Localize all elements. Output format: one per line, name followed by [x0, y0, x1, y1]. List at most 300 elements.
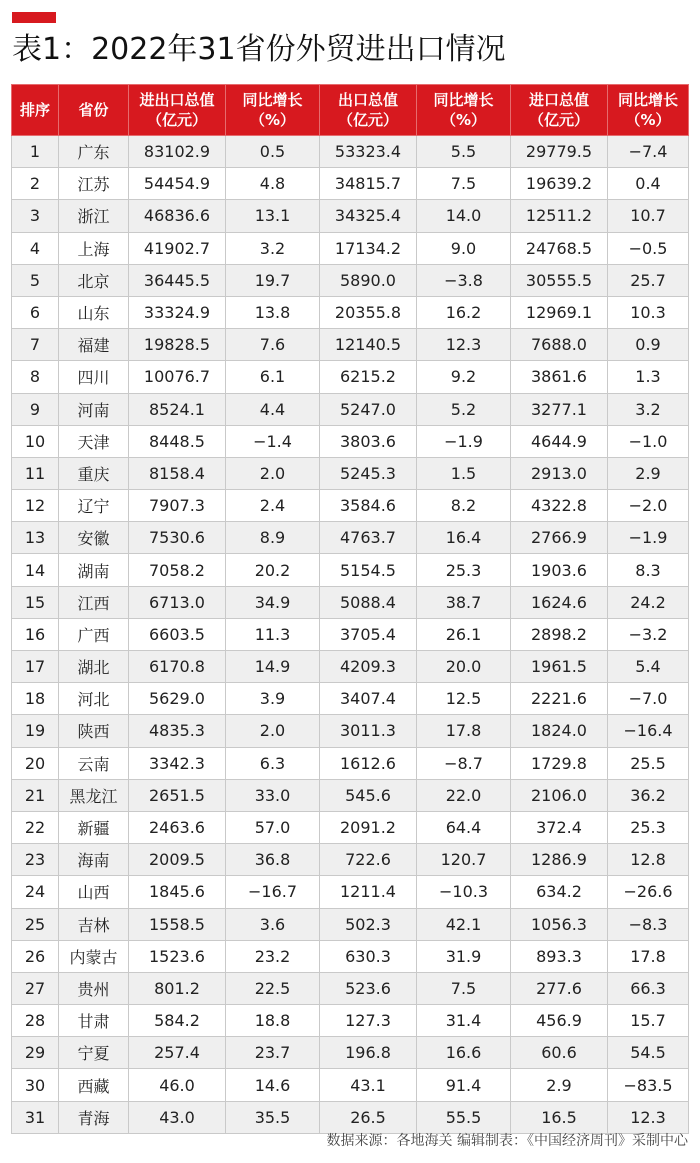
- column-header-line: （亿元）: [146, 111, 207, 129]
- column-header-line: 同比增长: [242, 91, 303, 109]
- table-cell: 17: [12, 651, 59, 683]
- table-cell: 河北: [59, 683, 129, 715]
- table-cell: 3277.1: [511, 393, 608, 425]
- table-row: [12, 490, 689, 522]
- table-cell: 2766.9: [511, 522, 608, 554]
- table-cell: 20.2: [226, 554, 320, 586]
- table-cell: 25: [12, 908, 59, 940]
- table-cell: 22.5: [226, 972, 320, 1004]
- table-cell: 38.7: [417, 586, 511, 618]
- table-cell: 12.8: [608, 844, 689, 876]
- table-cell: 36445.5: [129, 264, 226, 296]
- table-cell: 502.3: [320, 908, 417, 940]
- table-cell: 2.9: [608, 457, 689, 489]
- table-cell: 7907.3: [129, 490, 226, 522]
- table-cell: 上海: [59, 232, 129, 264]
- table-cell: −1.9: [608, 522, 689, 554]
- table-cell: 6: [12, 296, 59, 328]
- table-cell: 17.8: [608, 940, 689, 972]
- table-cell: 22.0: [417, 779, 511, 811]
- table-cell: 3: [12, 200, 59, 232]
- table-cell: 河南: [59, 393, 129, 425]
- table-cell: 22: [12, 811, 59, 843]
- column-header-line: 进出口总值: [139, 91, 215, 109]
- table-cell: 630.3: [320, 940, 417, 972]
- table-cell: 16.4: [417, 522, 511, 554]
- table-cell: 43.0: [129, 1101, 226, 1133]
- table-cell: 54454.9: [129, 168, 226, 200]
- column-header: [608, 85, 689, 136]
- table-cell: 2.4: [226, 490, 320, 522]
- table-cell: 31.9: [417, 940, 511, 972]
- table-cell: 5.2: [417, 393, 511, 425]
- table-row: [12, 136, 689, 168]
- table-body: [12, 136, 689, 1134]
- table-cell: −8.3: [608, 908, 689, 940]
- table-cell: 66.3: [608, 972, 689, 1004]
- table-row: [12, 425, 689, 457]
- table-cell: 31: [12, 1101, 59, 1133]
- table-row: [12, 329, 689, 361]
- table-cell: 山西: [59, 876, 129, 908]
- table-cell: 35.5: [226, 1101, 320, 1133]
- table-cell: 12.3: [608, 1101, 689, 1133]
- table-row: [12, 457, 689, 489]
- table-cell: 372.4: [511, 811, 608, 843]
- table-cell: 3.2: [608, 393, 689, 425]
- table-cell: 5154.5: [320, 554, 417, 586]
- table-row: [12, 683, 689, 715]
- table-cell: 陕西: [59, 715, 129, 747]
- table-row: [12, 844, 689, 876]
- table-cell: 19.7: [226, 264, 320, 296]
- table-cell: 12140.5: [320, 329, 417, 361]
- table-cell: 3407.4: [320, 683, 417, 715]
- table-cell: 33.0: [226, 779, 320, 811]
- table-cell: 1824.0: [511, 715, 608, 747]
- table-row: [12, 554, 689, 586]
- table-cell: 23: [12, 844, 59, 876]
- table-cell: 4.8: [226, 168, 320, 200]
- table-cell: −2.0: [608, 490, 689, 522]
- table-cell: 3861.6: [511, 361, 608, 393]
- table-cell: 1961.5: [511, 651, 608, 683]
- table-cell: 7.5: [417, 168, 511, 200]
- table-cell: 34.9: [226, 586, 320, 618]
- table-cell: 海南: [59, 844, 129, 876]
- table-row: [12, 651, 689, 683]
- table-cell: 1056.3: [511, 908, 608, 940]
- table-cell: 3.6: [226, 908, 320, 940]
- table-cell: 1903.6: [511, 554, 608, 586]
- table-cell: 0.9: [608, 329, 689, 361]
- table-cell: 6.3: [226, 747, 320, 779]
- table-cell: 江西: [59, 586, 129, 618]
- table-cell: 14.0: [417, 200, 511, 232]
- column-header: [511, 85, 608, 136]
- table-cell: 7.5: [417, 972, 511, 1004]
- table-cell: 54.5: [608, 1037, 689, 1069]
- table-cell: 60.6: [511, 1037, 608, 1069]
- table-cell: 26: [12, 940, 59, 972]
- table-cell: 127.3: [320, 1005, 417, 1037]
- table-cell: 0.5: [226, 136, 320, 168]
- table-cell: 10.3: [608, 296, 689, 328]
- trade-table: [11, 84, 689, 1134]
- table-cell: 4: [12, 232, 59, 264]
- table-cell: 天津: [59, 425, 129, 457]
- table-cell: 4322.8: [511, 490, 608, 522]
- table-cell: 25.3: [608, 811, 689, 843]
- table-cell: 1286.9: [511, 844, 608, 876]
- table-cell: 634.2: [511, 876, 608, 908]
- table-cell: −7.0: [608, 683, 689, 715]
- column-header-line: 出口总值: [337, 91, 398, 109]
- table-cell: 8.9: [226, 522, 320, 554]
- table-cell: 甘肃: [59, 1005, 129, 1037]
- table-cell: 福建: [59, 329, 129, 361]
- table-cell: 1: [12, 136, 59, 168]
- table-cell: 3011.3: [320, 715, 417, 747]
- table-cell: −1.4: [226, 425, 320, 457]
- table-cell: 4.4: [226, 393, 320, 425]
- table-cell: 57.0: [226, 811, 320, 843]
- table-cell: 19828.5: [129, 329, 226, 361]
- table-cell: 四川: [59, 361, 129, 393]
- table-cell: 12.5: [417, 683, 511, 715]
- table-cell: 8: [12, 361, 59, 393]
- table-cell: 1612.6: [320, 747, 417, 779]
- table-cell: 25.7: [608, 264, 689, 296]
- table-cell: 2221.6: [511, 683, 608, 715]
- table-cell: 29779.5: [511, 136, 608, 168]
- table-cell: 湖北: [59, 651, 129, 683]
- table-row: [12, 940, 689, 972]
- table-cell: 北京: [59, 264, 129, 296]
- table-cell: 16: [12, 618, 59, 650]
- table-cell: 545.6: [320, 779, 417, 811]
- table-cell: −16.4: [608, 715, 689, 747]
- table-cell: 4209.3: [320, 651, 417, 683]
- column-header: [417, 85, 511, 136]
- table-cell: 10076.7: [129, 361, 226, 393]
- table-cell: 456.9: [511, 1005, 608, 1037]
- table-cell: −8.7: [417, 747, 511, 779]
- column-header-line: 进口总值: [528, 91, 589, 109]
- table-cell: 19: [12, 715, 59, 747]
- table-cell: 12511.2: [511, 200, 608, 232]
- table-cell: 5890.0: [320, 264, 417, 296]
- table-cell: 湖南: [59, 554, 129, 586]
- table-cell: 16.2: [417, 296, 511, 328]
- table-cell: 23.2: [226, 940, 320, 972]
- table-cell: 云南: [59, 747, 129, 779]
- table-cell: 2: [12, 168, 59, 200]
- table-cell: 277.6: [511, 972, 608, 1004]
- table-cell: 10.7: [608, 200, 689, 232]
- table-cell: 7: [12, 329, 59, 361]
- table-cell: 10: [12, 425, 59, 457]
- column-header-line: 省份: [78, 101, 109, 119]
- table-cell: 8.3: [608, 554, 689, 586]
- table-cell: 13.1: [226, 200, 320, 232]
- table-cell: 16.6: [417, 1037, 511, 1069]
- table-cell: 584.2: [129, 1005, 226, 1037]
- table-cell: 12969.1: [511, 296, 608, 328]
- table-cell: 8524.1: [129, 393, 226, 425]
- table-cell: 2.0: [226, 457, 320, 489]
- table-cell: 33324.9: [129, 296, 226, 328]
- table-cell: 6603.5: [129, 618, 226, 650]
- table-row: [12, 972, 689, 1004]
- table-cell: 25.5: [608, 747, 689, 779]
- column-header-line: 同比增长: [433, 91, 494, 109]
- table-cell: 14: [12, 554, 59, 586]
- table-cell: 4644.9: [511, 425, 608, 457]
- table-cell: 64.4: [417, 811, 511, 843]
- table-cell: 0.4: [608, 168, 689, 200]
- table-row: [12, 200, 689, 232]
- table-row: [12, 715, 689, 747]
- column-header: [129, 85, 226, 136]
- column-header: [12, 85, 59, 136]
- table-cell: 55.5: [417, 1101, 511, 1133]
- table-cell: 1.3: [608, 361, 689, 393]
- table-cell: 2.0: [226, 715, 320, 747]
- table-cell: 20: [12, 747, 59, 779]
- table-cell: 9: [12, 393, 59, 425]
- table-cell: 2913.0: [511, 457, 608, 489]
- table-cell: 1.5: [417, 457, 511, 489]
- table-cell: 28: [12, 1005, 59, 1037]
- table-cell: −10.3: [417, 876, 511, 908]
- table-cell: 广东: [59, 136, 129, 168]
- table-row: [12, 811, 689, 843]
- table-row: [12, 393, 689, 425]
- table-cell: 801.2: [129, 972, 226, 1004]
- table-header-row: [12, 85, 689, 136]
- table-cell: −3.8: [417, 264, 511, 296]
- table-cell: 20.0: [417, 651, 511, 683]
- table-cell: −0.5: [608, 232, 689, 264]
- table-cell: 山东: [59, 296, 129, 328]
- table-cell: 2463.6: [129, 811, 226, 843]
- table-cell: 5245.3: [320, 457, 417, 489]
- table-cell: 9.2: [417, 361, 511, 393]
- table-cell: 2651.5: [129, 779, 226, 811]
- table-row: [12, 876, 689, 908]
- table-cell: 2106.0: [511, 779, 608, 811]
- table-row: [12, 264, 689, 296]
- table-cell: 26.5: [320, 1101, 417, 1133]
- table-row: [12, 296, 689, 328]
- table-cell: −16.7: [226, 876, 320, 908]
- table-cell: 5.5: [417, 136, 511, 168]
- table-row: [12, 908, 689, 940]
- table-cell: −7.4: [608, 136, 689, 168]
- table-cell: 12.3: [417, 329, 511, 361]
- table-cell: 4835.3: [129, 715, 226, 747]
- table-cell: 9.0: [417, 232, 511, 264]
- table-row: [12, 361, 689, 393]
- table-cell: 7058.2: [129, 554, 226, 586]
- table-cell: 11.3: [226, 618, 320, 650]
- column-header-line: （%）: [625, 111, 671, 129]
- table-cell: 8448.5: [129, 425, 226, 457]
- table-cell: 18.8: [226, 1005, 320, 1037]
- table-cell: 11: [12, 457, 59, 489]
- table-cell: 16.5: [511, 1101, 608, 1133]
- table-cell: 18: [12, 683, 59, 715]
- column-header-line: （亿元）: [528, 111, 589, 129]
- table-cell: 23.7: [226, 1037, 320, 1069]
- table-cell: 19639.2: [511, 168, 608, 200]
- table-cell: 25.3: [417, 554, 511, 586]
- table-cell: 91.4: [417, 1069, 511, 1101]
- table-cell: 6.1: [226, 361, 320, 393]
- column-header-line: （%）: [249, 111, 296, 129]
- table-cell: 17.8: [417, 715, 511, 747]
- table-cell: 3.2: [226, 232, 320, 264]
- table-cell: 安徽: [59, 522, 129, 554]
- table-cell: 24: [12, 876, 59, 908]
- table-cell: 53323.4: [320, 136, 417, 168]
- table-cell: 江苏: [59, 168, 129, 200]
- source-note: 数据来源：各地海关 编辑制表：《中国经济周刊》采制中心: [326, 1133, 688, 1149]
- table-cell: 辽宁: [59, 490, 129, 522]
- table-cell: 34815.7: [320, 168, 417, 200]
- table-row: [12, 1005, 689, 1037]
- table-cell: 贵州: [59, 972, 129, 1004]
- table-cell: 3705.4: [320, 618, 417, 650]
- table-cell: 21: [12, 779, 59, 811]
- table-cell: 893.3: [511, 940, 608, 972]
- table-cell: 5629.0: [129, 683, 226, 715]
- table-row: [12, 1069, 689, 1101]
- table-cell: 46.0: [129, 1069, 226, 1101]
- table-cell: 1729.8: [511, 747, 608, 779]
- table-cell: 1558.5: [129, 908, 226, 940]
- table-cell: 8.2: [417, 490, 511, 522]
- table-cell: 196.8: [320, 1037, 417, 1069]
- table-cell: 2898.2: [511, 618, 608, 650]
- table-cell: 广西: [59, 618, 129, 650]
- table-cell: 重庆: [59, 457, 129, 489]
- table-cell: 36.8: [226, 844, 320, 876]
- table-cell: 青海: [59, 1101, 129, 1133]
- table-cell: 2091.2: [320, 811, 417, 843]
- column-header-line: （%）: [440, 111, 487, 129]
- table-cell: 3584.6: [320, 490, 417, 522]
- table-cell: 7530.6: [129, 522, 226, 554]
- table-cell: 3.9: [226, 683, 320, 715]
- table-cell: −83.5: [608, 1069, 689, 1101]
- table-cell: 5.4: [608, 651, 689, 683]
- table-cell: 20355.8: [320, 296, 417, 328]
- table-cell: 6170.8: [129, 651, 226, 683]
- table-cell: 西藏: [59, 1069, 129, 1101]
- table-row: [12, 232, 689, 264]
- table-cell: 6713.0: [129, 586, 226, 618]
- table-cell: 24.2: [608, 586, 689, 618]
- table-cell: 24768.5: [511, 232, 608, 264]
- table-cell: 1523.6: [129, 940, 226, 972]
- table-cell: 7688.0: [511, 329, 608, 361]
- table-cell: 43.1: [320, 1069, 417, 1101]
- table-cell: 29: [12, 1037, 59, 1069]
- table-row: [12, 168, 689, 200]
- table-cell: 120.7: [417, 844, 511, 876]
- table-cell: 722.6: [320, 844, 417, 876]
- table-cell: 14.9: [226, 651, 320, 683]
- table-cell: 1845.6: [129, 876, 226, 908]
- column-header-line: 排序: [19, 101, 50, 119]
- table-cell: 5247.0: [320, 393, 417, 425]
- table-cell: −26.6: [608, 876, 689, 908]
- table-cell: 13.8: [226, 296, 320, 328]
- table-cell: 12: [12, 490, 59, 522]
- table-cell: 15: [12, 586, 59, 618]
- table-cell: 2.9: [511, 1069, 608, 1101]
- table-cell: −3.2: [608, 618, 689, 650]
- table-cell: 27: [12, 972, 59, 1004]
- table-cell: 83102.9: [129, 136, 226, 168]
- table-cell: 3803.6: [320, 425, 417, 457]
- table-cell: 7.6: [226, 329, 320, 361]
- table-cell: 2009.5: [129, 844, 226, 876]
- column-header: [320, 85, 417, 136]
- table-cell: 26.1: [417, 618, 511, 650]
- table-cell: 浙江: [59, 200, 129, 232]
- table-row: [12, 522, 689, 554]
- column-header: [59, 85, 129, 136]
- table-cell: 41902.7: [129, 232, 226, 264]
- table-cell: −1.9: [417, 425, 511, 457]
- table-cell: 黑龙江: [59, 779, 129, 811]
- table-cell: 31.4: [417, 1005, 511, 1037]
- table-cell: 257.4: [129, 1037, 226, 1069]
- page-title: 表1：2022年31省份外贸进出口情况: [12, 32, 506, 67]
- table-cell: 42.1: [417, 908, 511, 940]
- title-accent-bar: [12, 12, 56, 23]
- column-header-line: （亿元）: [337, 111, 398, 129]
- table-cell: 523.6: [320, 972, 417, 1004]
- table-cell: 34325.4: [320, 200, 417, 232]
- table-cell: 15.7: [608, 1005, 689, 1037]
- table-cell: 8158.4: [129, 457, 226, 489]
- table-cell: 5: [12, 264, 59, 296]
- column-header-line: 同比增长: [617, 91, 678, 109]
- table-cell: −1.0: [608, 425, 689, 457]
- table-cell: 1211.4: [320, 876, 417, 908]
- table-cell: 36.2: [608, 779, 689, 811]
- table-row: [12, 618, 689, 650]
- table-cell: 3342.3: [129, 747, 226, 779]
- table-cell: 30: [12, 1069, 59, 1101]
- table-cell: 14.6: [226, 1069, 320, 1101]
- table-row: [12, 586, 689, 618]
- table-cell: 新疆: [59, 811, 129, 843]
- table-cell: 6215.2: [320, 361, 417, 393]
- table-row: [12, 1037, 689, 1069]
- table-cell: 13: [12, 522, 59, 554]
- table-cell: 内蒙古: [59, 940, 129, 972]
- table-cell: 5088.4: [320, 586, 417, 618]
- table-row: [12, 747, 689, 779]
- table-cell: 4763.7: [320, 522, 417, 554]
- table-cell: 46836.6: [129, 200, 226, 232]
- table-cell: 1624.6: [511, 586, 608, 618]
